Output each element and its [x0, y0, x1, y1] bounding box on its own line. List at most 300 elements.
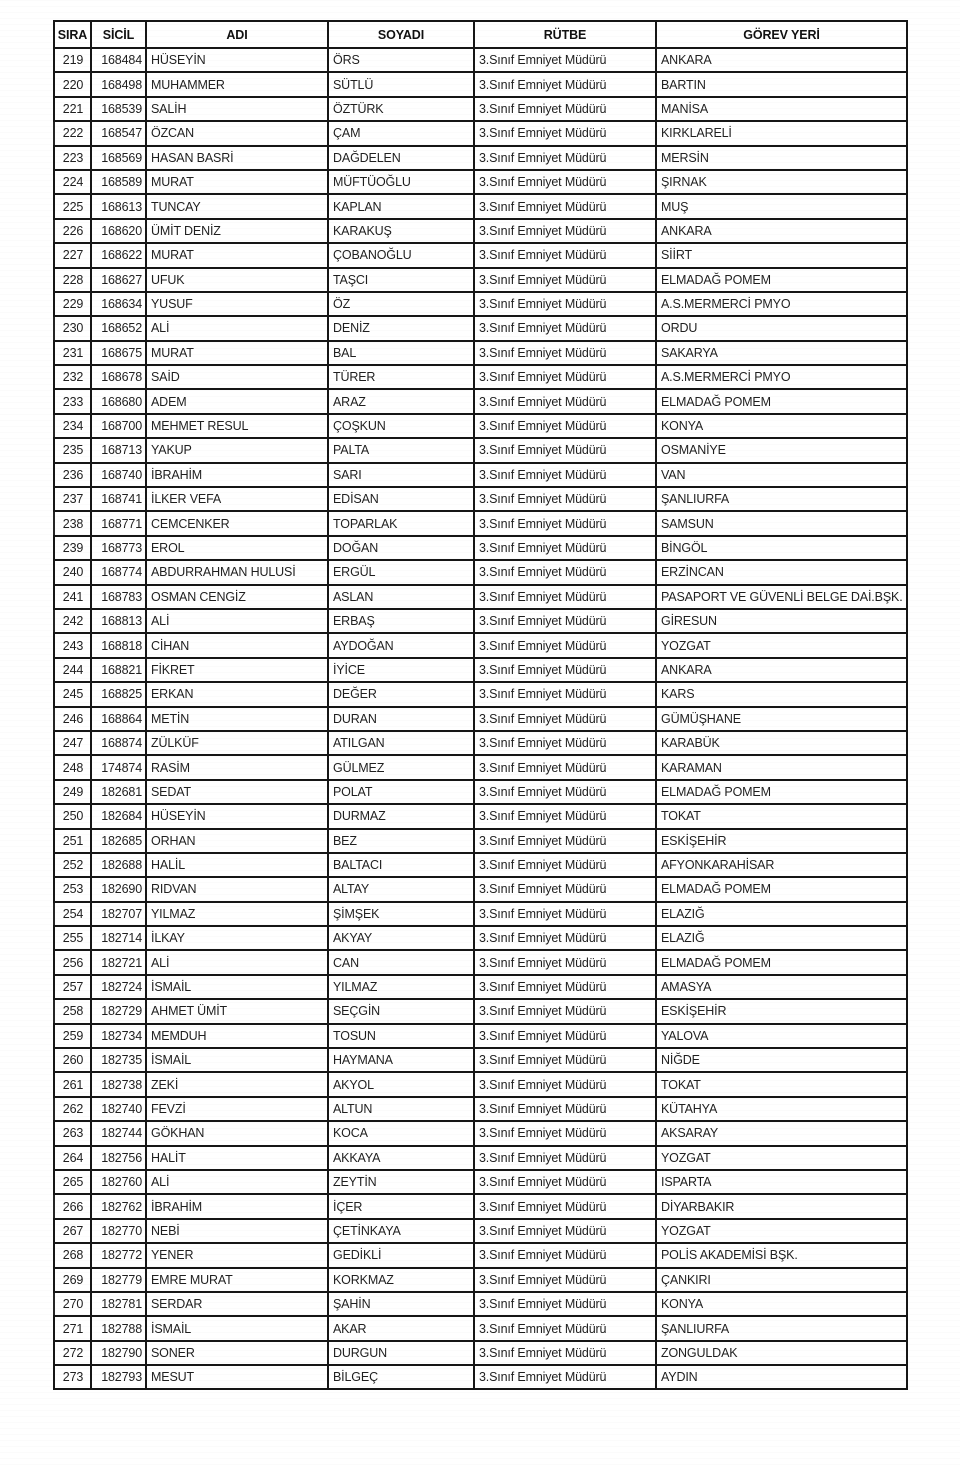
cell-soyadi: KARAKUŞ [328, 219, 474, 243]
table-row [54, 633, 907, 657]
cell-soyadi: BAL [328, 341, 474, 365]
cell-gorev: YOZGAT [656, 1219, 907, 1243]
table-row [54, 707, 907, 731]
cell-sira: 242 [54, 609, 91, 633]
cell-rutbe: 3.Sınıf Emniyet Müdürü [474, 829, 656, 853]
cell-gorev: KARS [656, 682, 907, 706]
table-row [54, 1170, 907, 1194]
cell-adi: SAİD [146, 365, 328, 389]
cell-sira: 252 [54, 853, 91, 877]
cell-soyadi: TOPARLAK [328, 511, 474, 535]
cell-adi: HÜSEYİN [146, 48, 328, 72]
cell-soyadi: ÖRS [328, 48, 474, 72]
cell-soyadi: SEÇGİN [328, 999, 474, 1023]
cell-sira: 253 [54, 877, 91, 901]
table-row [54, 1048, 907, 1072]
cell-sira: 244 [54, 658, 91, 682]
cell-adi: ORHAN [146, 829, 328, 853]
cell-sicil: 182738 [91, 1072, 146, 1096]
cell-gorev: ERZİNCAN [656, 560, 907, 584]
table-row [54, 268, 907, 292]
column-header-sira: SIRA [54, 21, 91, 48]
cell-rutbe: 3.Sınıf Emniyet Müdürü [474, 536, 656, 560]
cell-soyadi: PALTA [328, 438, 474, 462]
cell-adi: ALİ [146, 950, 328, 974]
table-row [54, 1219, 907, 1243]
table-row [54, 121, 907, 145]
cell-rutbe: 3.Sınıf Emniyet Müdürü [474, 292, 656, 316]
cell-rutbe: 3.Sınıf Emniyet Müdürü [474, 926, 656, 950]
cell-adi: MURAT [146, 341, 328, 365]
cell-gorev: ISPARTA [656, 1170, 907, 1194]
cell-rutbe: 3.Sınıf Emniyet Müdürü [474, 682, 656, 706]
cell-sicil: 182688 [91, 853, 146, 877]
cell-adi: RIDVAN [146, 877, 328, 901]
cell-gorev: YOZGAT [656, 1146, 907, 1170]
cell-sicil: 168484 [91, 48, 146, 72]
table-row [54, 1146, 907, 1170]
cell-adi: ZEKİ [146, 1072, 328, 1096]
cell-gorev: ŞIRNAK [656, 170, 907, 194]
cell-soyadi: ŞAHİN [328, 1292, 474, 1316]
cell-soyadi: ÇAM [328, 121, 474, 145]
table-row [54, 950, 907, 974]
cell-sicil: 168498 [91, 72, 146, 96]
cell-sira: 254 [54, 902, 91, 926]
cell-adi: FEVZİ [146, 1097, 328, 1121]
cell-sira: 241 [54, 585, 91, 609]
cell-rutbe: 3.Sınıf Emniyet Müdürü [474, 1316, 656, 1340]
cell-soyadi: KOCA [328, 1121, 474, 1145]
cell-sira: 227 [54, 243, 91, 267]
cell-adi: MURAT [146, 170, 328, 194]
cell-rutbe: 3.Sınıf Emniyet Müdürü [474, 633, 656, 657]
cell-soyadi: TÜRER [328, 365, 474, 389]
cell-adi: YAKUP [146, 438, 328, 462]
cell-adi: NEBİ [146, 1219, 328, 1243]
cell-rutbe: 3.Sınıf Emniyet Müdürü [474, 316, 656, 340]
cell-sira: 257 [54, 975, 91, 999]
cell-sicil: 168539 [91, 97, 146, 121]
cell-gorev: ZONGULDAK [656, 1341, 907, 1365]
cell-adi: ERKAN [146, 682, 328, 706]
cell-gorev: A.S.MERMERCİ PMYO [656, 365, 907, 389]
cell-soyadi: DEĞER [328, 682, 474, 706]
table-row [54, 731, 907, 755]
cell-rutbe: 3.Sınıf Emniyet Müdürü [474, 560, 656, 584]
cell-rutbe: 3.Sınıf Emniyet Müdürü [474, 511, 656, 535]
cell-soyadi: KORKMAZ [328, 1268, 474, 1292]
cell-sicil: 182735 [91, 1048, 146, 1072]
table-row [54, 682, 907, 706]
table-row [54, 780, 907, 804]
cell-gorev: ELMADAĞ POMEM [656, 877, 907, 901]
table-row [54, 1316, 907, 1340]
cell-sicil: 168825 [91, 682, 146, 706]
cell-sira: 245 [54, 682, 91, 706]
cell-sicil: 182721 [91, 950, 146, 974]
cell-adi: ÖZCAN [146, 121, 328, 145]
table-row [54, 1121, 907, 1145]
cell-gorev: VAN [656, 463, 907, 487]
cell-adi: HALİT [146, 1146, 328, 1170]
cell-gorev: ESKİŞEHİR [656, 999, 907, 1023]
cell-sicil: 168773 [91, 536, 146, 560]
cell-gorev: A.S.MERMERCİ PMYO [656, 292, 907, 316]
cell-gorev: BARTIN [656, 72, 907, 96]
cell-gorev: SAKARYA [656, 341, 907, 365]
cell-gorev: ELMADAĞ POMEM [656, 780, 907, 804]
cell-gorev: TOKAT [656, 1072, 907, 1096]
cell-rutbe: 3.Sınıf Emniyet Müdürü [474, 1072, 656, 1096]
column-header-gorev-yeri: GÖREV YERİ [656, 21, 907, 48]
cell-gorev: TOKAT [656, 804, 907, 828]
cell-soyadi: İYİCE [328, 658, 474, 682]
cell-gorev: ANKARA [656, 219, 907, 243]
cell-soyadi: DURGUN [328, 1341, 474, 1365]
cell-sira: 262 [54, 1097, 91, 1121]
header-row [54, 21, 907, 48]
cell-gorev: GÜMÜŞHANE [656, 707, 907, 731]
cell-soyadi: ÇETİNKAYA [328, 1219, 474, 1243]
table-row [54, 755, 907, 779]
cell-gorev: KÜTAHYA [656, 1097, 907, 1121]
cell-rutbe: 3.Sınıf Emniyet Müdürü [474, 1048, 656, 1072]
cell-soyadi: ÇOŞKUN [328, 414, 474, 438]
cell-rutbe: 3.Sınıf Emniyet Müdürü [474, 1024, 656, 1048]
cell-rutbe: 3.Sınıf Emniyet Müdürü [474, 341, 656, 365]
cell-sira: 221 [54, 97, 91, 121]
cell-gorev: ELAZIĞ [656, 902, 907, 926]
cell-sicil: 168771 [91, 511, 146, 535]
cell-sira: 220 [54, 72, 91, 96]
table-row [54, 829, 907, 853]
cell-rutbe: 3.Sınıf Emniyet Müdürü [474, 72, 656, 96]
cell-rutbe: 3.Sınıf Emniyet Müdürü [474, 1097, 656, 1121]
table-row [54, 560, 907, 584]
cell-sicil: 168678 [91, 365, 146, 389]
cell-sicil: 182790 [91, 1341, 146, 1365]
cell-sira: 235 [54, 438, 91, 462]
cell-soyadi: ERGÜL [328, 560, 474, 584]
cell-soyadi: TAŞCI [328, 268, 474, 292]
cell-adi: OSMAN CENGİZ [146, 585, 328, 609]
cell-rutbe: 3.Sınıf Emniyet Müdürü [474, 97, 656, 121]
cell-rutbe: 3.Sınıf Emniyet Müdürü [474, 1146, 656, 1170]
table-row [54, 975, 907, 999]
table-row [54, 1097, 907, 1121]
cell-sira: 261 [54, 1072, 91, 1096]
cell-sicil: 168713 [91, 438, 146, 462]
cell-gorev: GİRESUN [656, 609, 907, 633]
cell-rutbe: 3.Sınıf Emniyet Müdürü [474, 389, 656, 413]
cell-rutbe: 3.Sınıf Emniyet Müdürü [474, 1121, 656, 1145]
cell-sicil: 182690 [91, 877, 146, 901]
cell-sicil: 168675 [91, 341, 146, 365]
cell-adi: CİHAN [146, 633, 328, 657]
cell-rutbe: 3.Sınıf Emniyet Müdürü [474, 243, 656, 267]
cell-rutbe: 3.Sınıf Emniyet Müdürü [474, 1292, 656, 1316]
table-row [54, 1024, 907, 1048]
cell-gorev: YOZGAT [656, 633, 907, 657]
cell-soyadi: GEDİKLİ [328, 1243, 474, 1267]
cell-gorev: ESKİŞEHİR [656, 829, 907, 853]
table-row [54, 609, 907, 633]
cell-rutbe: 3.Sınıf Emniyet Müdürü [474, 731, 656, 755]
cell-sira: 224 [54, 170, 91, 194]
cell-adi: SERDAR [146, 1292, 328, 1316]
cell-adi: İBRAHİM [146, 463, 328, 487]
cell-sira: 268 [54, 1243, 91, 1267]
cell-rutbe: 3.Sınıf Emniyet Müdürü [474, 1341, 656, 1365]
table-row [54, 1194, 907, 1218]
cell-sira: 266 [54, 1194, 91, 1218]
cell-sicil: 168652 [91, 316, 146, 340]
cell-gorev: ELMADAĞ POMEM [656, 389, 907, 413]
cell-rutbe: 3.Sınıf Emniyet Müdürü [474, 950, 656, 974]
cell-rutbe: 3.Sınıf Emniyet Müdürü [474, 1170, 656, 1194]
cell-sicil: 168783 [91, 585, 146, 609]
cell-adi: SONER [146, 1341, 328, 1365]
cell-sira: 273 [54, 1365, 91, 1389]
cell-soyadi: ALTUN [328, 1097, 474, 1121]
cell-adi: İLKAY [146, 926, 328, 950]
cell-sicil: 182772 [91, 1243, 146, 1267]
cell-sicil: 182779 [91, 1268, 146, 1292]
cell-rutbe: 3.Sınıf Emniyet Müdürü [474, 146, 656, 170]
cell-sira: 267 [54, 1219, 91, 1243]
cell-soyadi: DAĞDELEN [328, 146, 474, 170]
table-row [54, 1292, 907, 1316]
cell-sicil: 168569 [91, 146, 146, 170]
cell-rutbe: 3.Sınıf Emniyet Müdürü [474, 487, 656, 511]
cell-sicil: 182734 [91, 1024, 146, 1048]
table-row [54, 1072, 907, 1096]
cell-soyadi: GÜLMEZ [328, 755, 474, 779]
table-row [54, 926, 907, 950]
cell-adi: ALİ [146, 609, 328, 633]
cell-soyadi: ATILGAN [328, 731, 474, 755]
cell-sicil: 168740 [91, 463, 146, 487]
cell-soyadi: ALTAY [328, 877, 474, 901]
cell-gorev: ELMADAĞ POMEM [656, 950, 907, 974]
cell-soyadi: CAN [328, 950, 474, 974]
cell-sira: 230 [54, 316, 91, 340]
cell-sira: 271 [54, 1316, 91, 1340]
cell-sira: 229 [54, 292, 91, 316]
cell-soyadi: BEZ [328, 829, 474, 853]
cell-sira: 232 [54, 365, 91, 389]
cell-soyadi: YILMAZ [328, 975, 474, 999]
cell-adi: YENER [146, 1243, 328, 1267]
cell-adi: MURAT [146, 243, 328, 267]
cell-sira: 231 [54, 341, 91, 365]
cell-rutbe: 3.Sınıf Emniyet Müdürü [474, 194, 656, 218]
cell-rutbe: 3.Sınıf Emniyet Müdürü [474, 1194, 656, 1218]
cell-sicil: 182788 [91, 1316, 146, 1340]
cell-gorev: ELAZIĞ [656, 926, 907, 950]
cell-adi: FİKRET [146, 658, 328, 682]
cell-adi: RASİM [146, 755, 328, 779]
table-row [54, 194, 907, 218]
cell-sicil: 168634 [91, 292, 146, 316]
cell-soyadi: DOĞAN [328, 536, 474, 560]
table-row [54, 97, 907, 121]
table-row [54, 999, 907, 1023]
cell-soyadi: AKKAYA [328, 1146, 474, 1170]
cell-sicil: 168741 [91, 487, 146, 511]
cell-adi: İLKER VEFA [146, 487, 328, 511]
cell-soyadi: AKYOL [328, 1072, 474, 1096]
cell-adi: İBRAHİM [146, 1194, 328, 1218]
table-header [54, 21, 907, 48]
cell-soyadi: TOSUN [328, 1024, 474, 1048]
cell-sicil: 168818 [91, 633, 146, 657]
cell-sira: 249 [54, 780, 91, 804]
cell-sira: 269 [54, 1268, 91, 1292]
cell-soyadi: İÇER [328, 1194, 474, 1218]
cell-sira: 237 [54, 487, 91, 511]
cell-sira: 226 [54, 219, 91, 243]
cell-soyadi: MÜFTÜOĞLU [328, 170, 474, 194]
cell-gorev: AMASYA [656, 975, 907, 999]
cell-rutbe: 3.Sınıf Emniyet Müdürü [474, 1268, 656, 1292]
cell-sicil: 168700 [91, 414, 146, 438]
cell-sira: 265 [54, 1170, 91, 1194]
cell-adi: MESUT [146, 1365, 328, 1389]
cell-gorev: NİĞDE [656, 1048, 907, 1072]
cell-soyadi: SÜTLÜ [328, 72, 474, 96]
cell-rutbe: 3.Sınıf Emniyet Müdürü [474, 414, 656, 438]
cell-sira: 263 [54, 1121, 91, 1145]
column-header-sicil: SİCİL [91, 21, 146, 48]
cell-adi: YUSUF [146, 292, 328, 316]
cell-sicil: 182744 [91, 1121, 146, 1145]
table-row [54, 463, 907, 487]
cell-sicil: 174874 [91, 755, 146, 779]
cell-soyadi: AKAR [328, 1316, 474, 1340]
cell-rutbe: 3.Sınıf Emniyet Müdürü [474, 1243, 656, 1267]
cell-sicil: 168864 [91, 707, 146, 731]
cell-soyadi: ZEYTİN [328, 1170, 474, 1194]
cell-adi: ZÜLKÜF [146, 731, 328, 755]
cell-gorev: AFYONKARAHİSAR [656, 853, 907, 877]
cell-adi: CEMCENKER [146, 511, 328, 535]
cell-gorev: BİNGÖL [656, 536, 907, 560]
cell-soyadi: ÖZ [328, 292, 474, 316]
cell-gorev: MERSİN [656, 146, 907, 170]
table-row [54, 170, 907, 194]
cell-adi: GÖKHAN [146, 1121, 328, 1145]
cell-rutbe: 3.Sınıf Emniyet Müdürü [474, 1365, 656, 1389]
cell-soyadi: AYDOĞAN [328, 633, 474, 657]
cell-adi: İSMAİL [146, 1048, 328, 1072]
cell-sicil: 168613 [91, 194, 146, 218]
table-row [54, 316, 907, 340]
cell-adi: MEHMET RESUL [146, 414, 328, 438]
cell-adi: EROL [146, 536, 328, 560]
cell-rutbe: 3.Sınıf Emniyet Müdürü [474, 999, 656, 1023]
cell-sira: 239 [54, 536, 91, 560]
cell-sira: 243 [54, 633, 91, 657]
cell-rutbe: 3.Sınıf Emniyet Müdürü [474, 877, 656, 901]
cell-rutbe: 3.Sınıf Emniyet Müdürü [474, 853, 656, 877]
cell-sicil: 182756 [91, 1146, 146, 1170]
cell-gorev: KARAMAN [656, 755, 907, 779]
cell-gorev: YALOVA [656, 1024, 907, 1048]
cell-sira: 251 [54, 829, 91, 853]
cell-sicil: 182681 [91, 780, 146, 804]
cell-sicil: 182724 [91, 975, 146, 999]
cell-gorev: POLİS AKADEMİSİ BŞK. [656, 1243, 907, 1267]
cell-rutbe: 3.Sınıf Emniyet Müdürü [474, 365, 656, 389]
cell-soyadi: DENİZ [328, 316, 474, 340]
cell-adi: HÜSEYİN [146, 804, 328, 828]
cell-soyadi: SARI [328, 463, 474, 487]
cell-soyadi: DURMAZ [328, 804, 474, 828]
cell-soyadi: ÖZTÜRK [328, 97, 474, 121]
cell-sicil: 182781 [91, 1292, 146, 1316]
table-row [54, 1365, 907, 1389]
cell-gorev: ANKARA [656, 48, 907, 72]
table-row [54, 146, 907, 170]
cell-rutbe: 3.Sınıf Emniyet Müdürü [474, 755, 656, 779]
cell-soyadi: DURAN [328, 707, 474, 731]
cell-sicil: 182684 [91, 804, 146, 828]
table-row [54, 658, 907, 682]
cell-adi: SEDAT [146, 780, 328, 804]
table-row [54, 1243, 907, 1267]
cell-sira: 260 [54, 1048, 91, 1072]
cell-gorev: ANKARA [656, 658, 907, 682]
cell-sira: 234 [54, 414, 91, 438]
table-row [54, 365, 907, 389]
cell-sira: 256 [54, 950, 91, 974]
table-row [54, 804, 907, 828]
cell-sicil: 168622 [91, 243, 146, 267]
cell-sicil: 182740 [91, 1097, 146, 1121]
cell-rutbe: 3.Sınıf Emniyet Müdürü [474, 609, 656, 633]
table-row [54, 219, 907, 243]
table-row [54, 438, 907, 462]
cell-sicil: 182793 [91, 1365, 146, 1389]
cell-rutbe: 3.Sınıf Emniyet Müdürü [474, 48, 656, 72]
cell-sira: 238 [54, 511, 91, 535]
cell-sicil: 182762 [91, 1194, 146, 1218]
cell-adi: METİN [146, 707, 328, 731]
cell-sicil: 182760 [91, 1170, 146, 1194]
cell-sira: 272 [54, 1341, 91, 1365]
cell-adi: MUHAMMER [146, 72, 328, 96]
cell-rutbe: 3.Sınıf Emniyet Müdürü [474, 975, 656, 999]
cell-sira: 259 [54, 1024, 91, 1048]
cell-sira: 228 [54, 268, 91, 292]
cell-gorev: ŞANLIURFA [656, 487, 907, 511]
cell-sicil: 168589 [91, 170, 146, 194]
cell-gorev: SAMSUN [656, 511, 907, 535]
cell-soyadi: ERBAŞ [328, 609, 474, 633]
cell-sira: 255 [54, 926, 91, 950]
cell-adi: TUNCAY [146, 194, 328, 218]
cell-sicil: 168821 [91, 658, 146, 682]
cell-adi: ADEM [146, 389, 328, 413]
table-row [54, 292, 907, 316]
cell-rutbe: 3.Sınıf Emniyet Müdürü [474, 170, 656, 194]
cell-sicil: 168547 [91, 121, 146, 145]
cell-gorev: AYDIN [656, 1365, 907, 1389]
cell-gorev: PASAPORT VE GÜVENLİ BELGE DAİ.BŞK. [656, 585, 907, 609]
cell-gorev: SİİRT [656, 243, 907, 267]
